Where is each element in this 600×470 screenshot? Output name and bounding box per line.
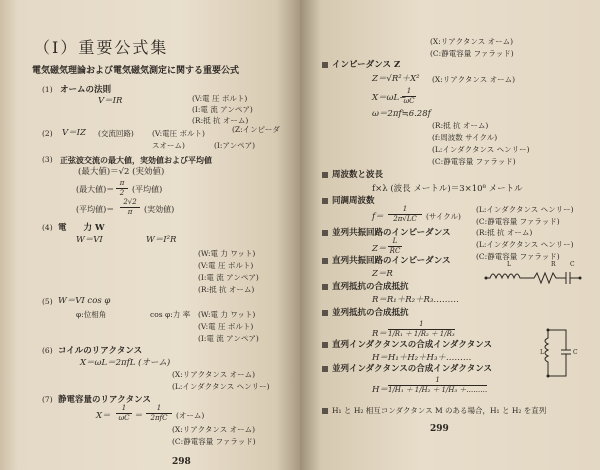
impedance-l-definition: (L:インダクタンス ヘンリー) bbox=[432, 145, 530, 154]
parallel-inductance-plus-1: ＋ bbox=[405, 386, 413, 394]
impedance-title: インピーダンス Z bbox=[332, 60, 401, 70]
parallel-resistance-lhs: R＝ bbox=[372, 329, 387, 339]
power-equation-vi: W＝VI bbox=[76, 235, 103, 245]
parallel-resistance-plus-2: ＋ bbox=[430, 330, 438, 338]
coil-l-definition: (L:インダクタンス ヘンリー) bbox=[172, 382, 270, 391]
page-number-left: 298 bbox=[172, 457, 191, 467]
parallel-resonance-lhs: Z＝ bbox=[372, 244, 387, 254]
ohm-v-definition: (V:電 圧 ボルト) bbox=[192, 94, 248, 103]
item-number-1: (1) bbox=[42, 85, 53, 94]
section-title: （Ⅰ）重要公式集 bbox=[34, 38, 169, 57]
parallel-inductance-tail: ＋……… bbox=[459, 386, 488, 394]
item-bullet-12 bbox=[322, 258, 328, 264]
item-number-5: (5) bbox=[42, 297, 53, 306]
ac-power-equation: W＝VI cos φ bbox=[58, 296, 111, 306]
power-r-definition: (R:抵 抗 オーム) bbox=[198, 285, 255, 294]
cap-fraction-1-den: ωC bbox=[118, 414, 130, 422]
tuning-l-definition: (L:インダクタンス ヘンリー) bbox=[476, 205, 574, 214]
series-diagram-label-r: R bbox=[551, 261, 556, 268]
parallel-inductance-plus-2: ＋ bbox=[432, 386, 440, 394]
cap-fraction-2 bbox=[146, 405, 172, 422]
mutual-inductance-note: H₁ と H₂ 相互コンダクタンス M のある場合，H₁ と H₂ を直列 bbox=[332, 406, 547, 415]
series-resonance-equation: Z＝R bbox=[372, 269, 393, 279]
freq-wavelength-equation: f×λ (波長 メートル)＝3×10⁸ メートル bbox=[372, 184, 523, 194]
cap-fraction-1-num: 1 bbox=[121, 404, 127, 412]
series-diagram-label-l: L bbox=[507, 261, 511, 268]
parallel-inductance-den bbox=[388, 387, 487, 394]
max-avg-fraction bbox=[116, 180, 128, 197]
item-number-4: (4) bbox=[42, 223, 53, 232]
ac-z-definition: (Z:インピーダ bbox=[232, 125, 280, 134]
tuning-freq-fraction bbox=[388, 206, 422, 223]
coil-x-definition: (X:リアクタンス オーム) bbox=[172, 370, 256, 379]
impedance-x-definition: (X:リアクタンス オーム) bbox=[432, 75, 516, 84]
power-w-definition: (W:電 力 ワット) bbox=[198, 249, 256, 258]
page-subtitle: 電気磁気理論および電気磁気測定に関する重要公式 bbox=[32, 66, 240, 76]
top-c-definition: (C:静電容量 ファラッド) bbox=[430, 49, 514, 58]
parallel-resonance-num: L bbox=[392, 237, 398, 245]
max-rms-relation: (最大値)＝√2 (実効値) bbox=[78, 167, 165, 177]
parallel-resonance-fraction bbox=[388, 238, 402, 255]
ac-ohm-equation: V＝IZ bbox=[62, 128, 86, 138]
tuning-freq-title: 同調周波数 bbox=[332, 196, 375, 206]
max-avg-lhs: (最大値)＝ bbox=[76, 185, 115, 194]
parallel-l-definition: (L:インダクタンス ヘンリー) bbox=[476, 240, 574, 249]
avg-rms-numerator: 2√2 bbox=[123, 198, 137, 206]
item-number-3: (3) bbox=[42, 155, 53, 164]
parallel-resistance-term-2: 1/R₂ bbox=[413, 330, 429, 338]
ac-i-definition: (I:アンペア) bbox=[214, 141, 256, 150]
ohm-i-definition: (I:電 流 アンペア) bbox=[192, 105, 253, 114]
impedance-f-definition: (f:周波数 サイクル) bbox=[432, 133, 498, 142]
parallel-r-definition: (R:抵 抗 オーム) bbox=[476, 228, 533, 237]
right-page bbox=[300, 0, 600, 470]
ac-circuit-note: (交流回路) bbox=[98, 129, 134, 138]
item-number-6: (6) bbox=[42, 346, 53, 355]
ac-v-definition: (V:電圧 ボルト) bbox=[152, 129, 205, 138]
ac-power-i-definition: (I:電 流 アンペア) bbox=[198, 334, 259, 343]
parallel-inductance-term-1: 1/H₁ bbox=[388, 386, 404, 394]
parallel-resistance-term-1: 1/R₁ bbox=[388, 330, 403, 338]
item-bullet-9 bbox=[322, 172, 328, 178]
item-bullet-14 bbox=[322, 310, 328, 316]
avg-rms-fraction bbox=[120, 199, 140, 216]
coil-reactance-equation: X＝ωL＝2πfL (オーム) bbox=[80, 358, 171, 368]
max-avg-rhs: (平均値) bbox=[132, 185, 163, 194]
freq-wavelength-title: 周波数と波長 bbox=[332, 170, 384, 180]
reactance-fraction-num: 1 bbox=[406, 87, 412, 95]
series-lrc-circuit-diagram bbox=[484, 262, 584, 288]
series-diagram-label-c: C bbox=[570, 261, 575, 268]
parallel-resistance-fraction bbox=[388, 321, 455, 338]
parallel-c-definition: (C:静電容量 ファラッド) bbox=[476, 252, 560, 261]
cap-fraction-2-den: 2πfC bbox=[150, 414, 168, 422]
parallel-inductance-lhs: H＝ bbox=[372, 385, 388, 395]
cap-fraction-2-num: 1 bbox=[156, 404, 162, 412]
parallel-resistance-term-3: 1/R₃ bbox=[439, 330, 455, 338]
cap-c-definition: (C:静電容量 ファラッド) bbox=[172, 437, 256, 446]
lc-diagram-label-c: C bbox=[573, 349, 578, 356]
sine-wave-values-title: 正弦波交流の最大値，実効値および平均値 bbox=[60, 155, 212, 165]
power-v-definition: (V:電 圧 ボルト) bbox=[198, 261, 254, 270]
ac-power-v-definition: (V:電 圧 ボルト) bbox=[198, 322, 254, 331]
cap-x-definition: (X:リアクタンス オーム) bbox=[172, 425, 256, 434]
series-resistance-equation: R＝R₁＋R₂＋R₃……… bbox=[372, 295, 459, 305]
item-number-2: (2) bbox=[42, 129, 53, 138]
tuning-freq-unit: (サイクル) bbox=[426, 212, 461, 221]
impedance-c-definition: (C:静電容量 ファラッド) bbox=[432, 157, 516, 166]
item-bullet-13 bbox=[322, 284, 328, 290]
parallel-resistance-den bbox=[388, 331, 455, 338]
max-avg-numerator: π bbox=[119, 179, 125, 187]
item-bullet-8 bbox=[322, 62, 328, 68]
parallel-inductance-fraction bbox=[388, 377, 487, 394]
parallel-inductance-term-2: 1/H₂ bbox=[414, 386, 431, 394]
item-bullet-17 bbox=[322, 408, 328, 414]
max-avg-denominator: 2 bbox=[119, 189, 125, 197]
ac-z-definition-cont: スオーム) bbox=[152, 141, 185, 150]
ac-power-w-definition: (W:電 力 ワット) bbox=[198, 310, 256, 319]
item-bullet-15 bbox=[322, 342, 328, 348]
reactance-eq-lhs: X＝ωL− bbox=[372, 93, 407, 103]
power-factor-definition: cos φ:力 率 bbox=[150, 310, 191, 319]
cap-reactance-unit: (オーム) bbox=[176, 411, 205, 420]
item-bullet-10 bbox=[322, 198, 328, 204]
parallel-resistance-plus-1: ＋ bbox=[404, 330, 412, 338]
avg-rms-denominator: π bbox=[127, 208, 133, 216]
coil-reactance-title: コイルのリアクタンス bbox=[58, 346, 143, 356]
omega-equation: ω＝2πf≒6.28f bbox=[372, 109, 431, 119]
power-title: 電 力 W bbox=[58, 223, 105, 233]
avg-rms-rhs: (実効値) bbox=[144, 205, 175, 214]
tuning-freq-den: 2π√LC bbox=[393, 215, 417, 223]
item-bullet-16 bbox=[322, 366, 328, 372]
power-i-definition: (I:電 流 アンペア) bbox=[198, 273, 259, 282]
reactance-fraction bbox=[402, 88, 416, 105]
series-resistance-title: 直列抵抗の合成抵抗 bbox=[332, 282, 409, 292]
tuning-freq-lhs: f＝ bbox=[372, 212, 384, 222]
top-x-definition: (X:リアクタンス オーム) bbox=[430, 37, 514, 46]
parallel-resonance-title: 並列共振回路のインピーダンス bbox=[332, 228, 451, 238]
ohm-law-equation: V＝IR bbox=[98, 96, 123, 106]
tuning-freq-num: 1 bbox=[402, 205, 408, 213]
cap-fraction-1 bbox=[116, 405, 132, 422]
avg-rms-lhs: (平均値)＝ bbox=[76, 205, 115, 214]
impedance-r-definition: (R:抵 抗 オーム) bbox=[432, 121, 489, 130]
lc-diagram-label-l: L bbox=[540, 349, 544, 356]
capacitor-reactance-title: 静電容量のリアクタンス bbox=[58, 395, 151, 405]
reactance-fraction-den: ωC bbox=[403, 97, 415, 105]
series-inductance-title: 直列インダクタンスの合成インダクタンス bbox=[332, 340, 492, 350]
tuning-c-definition: (C:静電容量 ファラッド) bbox=[476, 217, 560, 226]
page-number-right: 299 bbox=[430, 424, 449, 434]
parallel-inductance-term-3: 1/H₃ bbox=[441, 386, 458, 394]
ohm-r-definition: (R:抵 抗 オーム) bbox=[192, 116, 249, 125]
item-number-7: (7) bbox=[42, 395, 53, 404]
impedance-equation: Z＝√R²＋X² bbox=[372, 74, 420, 84]
power-equation-i2r: W＝I²R bbox=[146, 235, 177, 245]
parallel-resistance-num: 1 bbox=[419, 320, 424, 328]
parallel-resonance-den: RC bbox=[389, 247, 401, 255]
ohm-law-title: オームの法則 bbox=[60, 85, 112, 95]
parallel-inductance-title: 並列インダクタンスの合成インダクタンス bbox=[332, 364, 492, 374]
series-resonance-title: 直列共振回路のインピーダンス bbox=[332, 256, 451, 266]
phase-angle-definition: φ:位相角 bbox=[76, 310, 107, 319]
parallel-inductance-num: 1 bbox=[435, 376, 440, 384]
item-bullet-11 bbox=[322, 230, 328, 236]
parallel-resistance-title: 並列抵抗の合成抵抗 bbox=[332, 308, 409, 318]
series-inductance-equation: H＝H₁＋H₂＋H₃＋……… bbox=[372, 353, 472, 363]
cap-reactance-lhs: X＝ bbox=[96, 411, 111, 421]
parallel-lc-circuit-diagram bbox=[538, 328, 578, 380]
cap-reactance-equals: ＝ bbox=[134, 411, 143, 421]
